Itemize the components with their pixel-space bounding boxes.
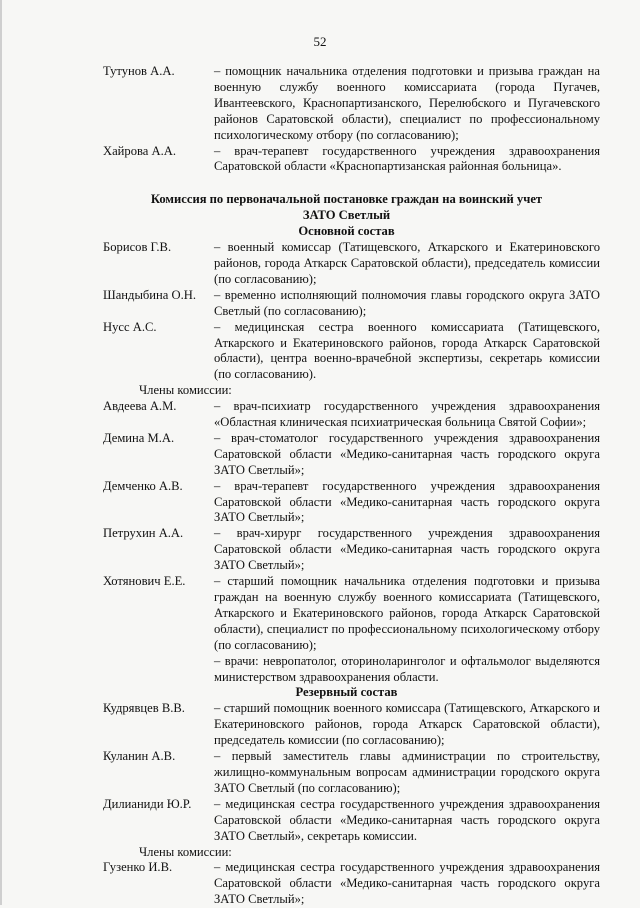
person-name: Демченко А.В. — [103, 478, 183, 493]
person-role: – временно исполняющий полномочия главы городского округа ЗАТО Светлый (по согласованию); — [214, 287, 600, 318]
person-name: Шандыбина О.Н. — [103, 287, 197, 302]
person-name: Борисов Г.В. — [103, 240, 172, 255]
list-item — [103, 240, 600, 288]
list-item — [103, 797, 600, 845]
list-item — [103, 860, 600, 908]
person-name: Тутунов А.А. — [103, 64, 175, 78]
person-name: Демина М.А. — [103, 430, 175, 445]
list-item — [103, 431, 600, 479]
person-name: Куланин А.В. — [103, 749, 176, 764]
list-item — [103, 320, 600, 384]
commission-title: Комиссия по первоначальной постановке граждан на воинский учет — [150, 192, 543, 207]
members-label: Члены комиссии: — [139, 383, 232, 398]
person-role: – медицинская сестра государственного учреждения здравоохранения Саратовской области «Медико-санитарная часть городского округа ЗАТО Светлый», секретарь комиссии. — [214, 796, 600, 843]
person-name: Хайрова А.А. — [103, 143, 177, 158]
person-name: Гузенко И.В. — [103, 860, 173, 875]
person-role: – медицинская сестра государственного учреждения здравоохранения Саратовской области «Медико-санитарная часть городского округа ЗАТО Светлый»; — [214, 860, 600, 907]
list-item — [103, 64, 600, 144]
reserve-composition-heading: Резервный состав — [295, 685, 398, 700]
person-name: Нусс А.С. — [103, 319, 157, 334]
list-item — [103, 574, 600, 654]
list-item — [103, 701, 600, 749]
person-role: – старший помощник военного комиссара (Татищевского, Аткарского и Екатериновского районов, города Аткарск Саратовской области), председатель комиссии (по согласованию); — [214, 701, 600, 748]
person-role: – врач-терапевт государственного учреждения здравоохранения Саратовской области «Медико-санитарная часть городского округа ЗАТО Светлый»; — [214, 478, 600, 525]
person-role: – военный комиссар (Татищевского, Аткарского и Екатериновского районов, города Аткарск Саратовской области), председатель комиссии (по согласованию); — [214, 240, 600, 286]
person-role: – врач-терапевт государственного учреждения здравоохранения Саратовской области «Краснопартизанская районная больница». — [214, 143, 600, 174]
list-item — [103, 399, 600, 431]
list-item — [103, 288, 600, 320]
person-name: Авдеева А.М. — [103, 399, 177, 414]
list-item — [103, 749, 600, 797]
person-role: – врач-хирург государственного учреждения здравоохранения Саратовской области «Медико-санитарная часть городского округа ЗАТО Светлый»; — [214, 526, 600, 573]
main-composition-heading: Основной состав — [298, 224, 395, 239]
list-item — [103, 526, 600, 574]
person-name: Дилианиди Ю.Р. — [103, 796, 192, 811]
scan-edge — [0, 0, 2, 905]
person-name: Кудрявцев В.В. — [103, 701, 185, 716]
person-name: Хотянович Е.Е. — [103, 574, 186, 589]
person-role: – старший помощник начальника отделения подготовки и призыва граждан на военную службу военного комиссариата (Татищевского, Аткарского и Екатериновского районов, города Аткарск Саратовской области), специалист по профессиональному психологическому отбору (по согласованию); — [214, 574, 600, 652]
document-body — [103, 64, 600, 908]
commission-subtitle: ЗАТО Светлый — [302, 208, 391, 223]
person-role: – медицинская сестра военного комиссариата (Татищевского, Аткарского и Екатериновского районов, города Аткарск Саратовской области), центра военно-врачебной экспертизы, секретарь комиссии (по согласованию). — [214, 319, 600, 382]
list-item — [103, 479, 600, 527]
reserve-members-label: Члены комиссии: — [139, 844, 232, 859]
person-role: – помощник начальника отделения подготовки и призыва граждан на военную службу военного комиссариата (города Пугачев, Ивантеевского, Краснопартизанского, Перелюбского и Пугачевского районов Саратовской области), специалист по профессиональному психологическому отбору (по согласованию); — [214, 64, 600, 142]
person-role: – врач-стоматолог государственного учреждения здравоохранения Саратовской области «Медико-санитарная часть городского округа ЗАТО Светлый»; — [214, 430, 600, 477]
list-item — [103, 144, 600, 176]
doctors-note: – врачи: невропатолог, оториноларинголог и офтальмолог выделяются министерством здравоохранения области. — [214, 653, 600, 684]
person-name: Петрухин А.А. — [103, 526, 184, 541]
person-role: – врач-психиатр государственного учреждения здравоохранения «Областная клиническая психиатрическая больница Святой Софии»; — [214, 399, 600, 430]
page-number: 52 — [313, 34, 327, 49]
person-role: – первый заместитель главы администрации по строительству, жилищно-коммунальным вопросам администрации городского округа ЗАТО Светлый (по согласованию); — [214, 749, 600, 795]
